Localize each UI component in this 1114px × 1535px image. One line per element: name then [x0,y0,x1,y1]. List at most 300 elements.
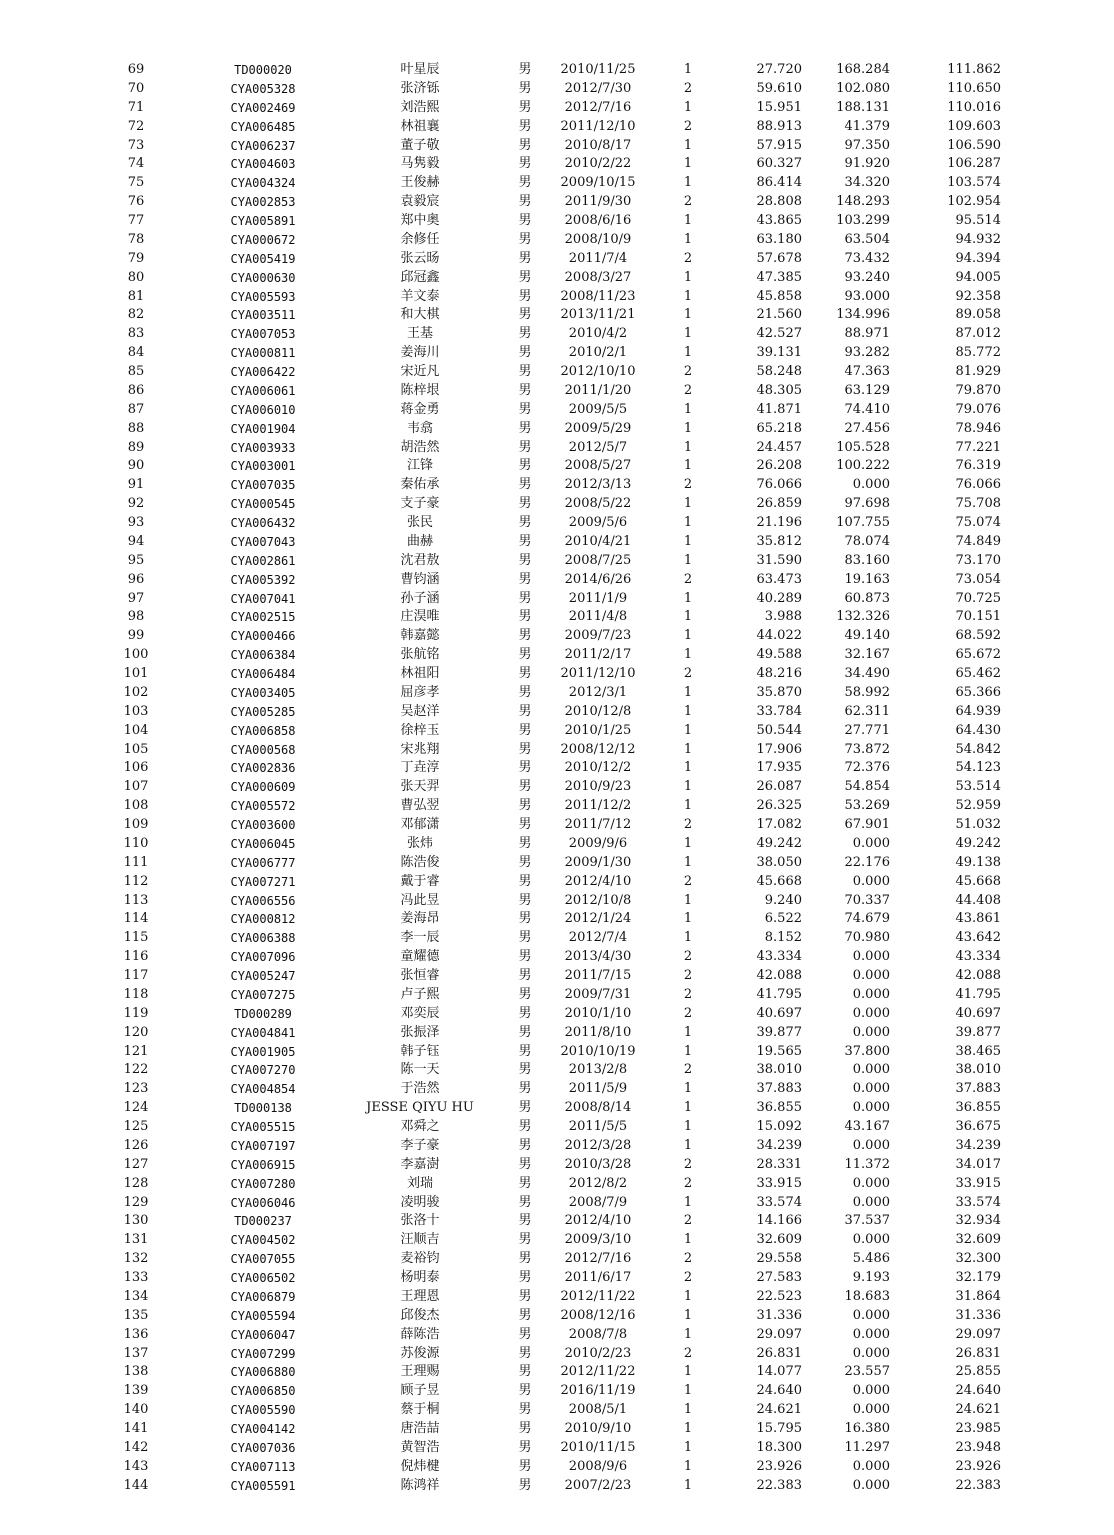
member-id-cell: CYA006045 [230,836,296,851]
rank-cell: 112 [123,873,149,889]
birth-date-cell: 2011/4/8 [568,609,628,625]
gender-cell: 男 [518,666,532,681]
total-score-cell: 32.300 [955,1251,1001,1267]
total-score-cell: 110.650 [947,80,1001,96]
total-score-cell: 40.697 [955,1005,1001,1021]
rank-cell: 91 [127,477,145,493]
rank-cell: 82 [127,307,145,323]
member-id-cell: CYA005419 [230,251,296,266]
total-score-cell: 70.151 [955,609,1001,625]
score-1-cell: 31.336 [756,1307,802,1323]
score-1-cell: 40.697 [756,1005,802,1021]
birth-date-cell: 2012/11/22 [560,1364,636,1380]
member-id-cell: CYA007053 [230,327,296,342]
group-cell: 1 [683,213,693,228]
name-cell: 姜海昂 [400,911,440,927]
name-cell: 张炜 [406,835,433,851]
rank-cell: 85 [127,364,145,379]
birth-date-cell: 2012/3/13 [564,477,632,493]
member-id-cell: CYA006484 [230,667,296,681]
rank-cell: 98 [127,609,145,625]
rank-cell: 143 [123,1458,149,1474]
member-id-cell: CYA006422 [230,365,296,379]
group-cell: 1 [683,1119,693,1134]
score-2-cell: 74.679 [844,911,890,927]
birth-date-cell: 2008/10/9 [564,231,632,247]
name-cell: 董子敬 [400,137,440,153]
total-score-cell: 106.590 [947,137,1001,153]
birth-date-cell: 2013/11/21 [560,307,636,323]
table-row [0,571,1114,590]
table-row [0,910,1114,929]
group-cell: 1 [683,533,693,549]
table-row [0,816,1114,835]
birth-date-cell: 2009/7/31 [564,986,632,1002]
total-score-cell: 38.010 [955,1062,1001,1078]
score-1-cell: 39.131 [756,345,802,361]
birth-date-cell: 2011/12/10 [560,666,636,681]
score-2-cell: 132.326 [836,609,890,625]
rank-cell: 84 [127,345,145,361]
score-1-cell: 15.092 [756,1119,802,1134]
table-row [0,1024,1114,1043]
name-cell: 韩嘉懿 [400,628,440,644]
rank-cell: 123 [123,1081,149,1097]
rank-cell: 116 [123,949,149,965]
total-score-cell: 49.242 [955,835,1001,851]
score-1-cell: 35.870 [756,684,802,700]
score-2-cell: 0.000 [852,1062,890,1078]
table-row [0,325,1114,344]
table-row [0,627,1114,646]
table-row [0,193,1114,212]
total-score-cell: 64.430 [955,722,1001,738]
score-1-cell: 59.610 [756,80,802,96]
gender-cell: 男 [518,873,532,889]
score-2-cell: 0.000 [852,1100,890,1116]
group-cell: 1 [683,1137,693,1153]
score-2-cell: 63.129 [844,382,890,398]
rank-cell: 77 [127,213,145,228]
score-1-cell: 26.087 [756,779,802,795]
rank-cell: 118 [123,986,149,1002]
gender-cell: 男 [518,1005,532,1021]
birth-date-cell: 2012/11/22 [560,1288,636,1304]
rank-cell: 113 [123,892,149,908]
score-2-cell: 0.000 [852,1024,890,1040]
group-cell: 1 [683,835,693,851]
score-2-cell: 0.000 [852,873,890,889]
score-2-cell: 78.074 [844,533,890,549]
name-cell: 顾子昱 [400,1383,440,1399]
group-cell: 2 [683,666,693,681]
member-id-cell: CYA006915 [230,1157,296,1172]
table-row [0,495,1114,514]
table-row [0,212,1114,231]
member-id-cell: CYA006010 [230,402,296,417]
member-id-cell: CYA006047 [230,1327,296,1342]
group-cell: 1 [683,798,693,814]
score-1-cell: 26.831 [756,1345,802,1361]
group-cell: 1 [683,741,693,757]
rank-cell: 90 [127,458,145,474]
name-cell: 曲赫 [406,533,433,549]
gender-cell: 男 [518,1439,532,1455]
total-score-cell: 102.954 [947,194,1001,210]
rank-cell: 111 [123,854,149,870]
group-cell: 2 [683,1156,693,1172]
member-id-cell: CYA007113 [230,1459,296,1474]
table-row [0,420,1114,439]
score-1-cell: 18.300 [756,1439,802,1455]
member-id-cell: CYA006556 [230,893,296,908]
gender-cell: 男 [518,949,532,965]
member-id-cell: CYA006777 [230,855,296,870]
total-score-cell: 109.603 [947,118,1001,134]
name-cell: 孙子涵 [400,590,440,606]
group-cell: 1 [683,420,693,436]
total-score-cell: 79.870 [955,382,1001,398]
name-cell: 袁毅宸 [400,194,440,210]
table-row [0,533,1114,552]
table-row [0,1382,1114,1401]
birth-date-cell: 2011/1/20 [564,382,632,398]
birth-date-cell: 2009/3/10 [564,1232,632,1248]
member-id-cell: TD000289 [234,1006,292,1021]
table-row [0,1326,1114,1345]
member-id-cell: CYA005247 [230,969,296,983]
name-cell: 张济铄 [400,80,440,96]
group-cell: 1 [683,439,693,455]
score-2-cell: 91.920 [844,156,890,172]
birth-date-cell: 2010/2/22 [564,156,632,172]
birth-date-cell: 2012/4/10 [564,1213,632,1229]
birth-date-cell: 2010/8/17 [564,137,632,153]
group-cell: 2 [683,986,693,1002]
name-cell: 凌明骏 [400,1194,440,1210]
score-2-cell: 70.337 [844,892,890,908]
group-cell: 1 [683,892,693,908]
gender-cell: 男 [518,1081,532,1097]
group-cell: 2 [683,194,693,210]
rank-cell: 97 [127,590,145,606]
score-1-cell: 45.668 [756,873,802,889]
group-cell: 1 [683,515,693,530]
gender-cell: 男 [518,99,532,115]
gender-cell: 男 [518,401,532,417]
total-score-cell: 76.066 [955,477,1001,493]
score-1-cell: 33.784 [756,703,802,719]
total-score-cell: 89.058 [955,307,1001,323]
member-id-cell: CYA003600 [230,818,296,832]
total-score-cell: 43.861 [955,911,1001,927]
score-1-cell: 63.180 [756,231,802,247]
gender-cell: 男 [518,80,532,96]
table-row [0,1439,1114,1458]
score-2-cell: 67.901 [844,817,890,832]
birth-date-cell: 2010/2/1 [568,345,628,361]
name-cell: 陈浩俊 [400,854,440,870]
rank-cell: 86 [127,382,145,398]
score-1-cell: 27.583 [756,1270,802,1285]
group-cell: 2 [683,382,693,398]
birth-date-cell: 2011/6/17 [564,1270,632,1285]
birth-date-cell: 2012/5/7 [568,439,628,455]
table-row [0,1156,1114,1175]
member-id-cell: CYA007299 [230,1346,296,1361]
score-2-cell: 0.000 [852,986,890,1002]
score-1-cell: 28.331 [756,1156,802,1172]
group-cell: 1 [683,760,693,776]
group-cell: 1 [683,1307,693,1323]
name-cell: 宋兆翔 [400,741,440,757]
member-id-cell: CYA005891 [230,214,296,228]
total-score-cell: 51.032 [955,817,1001,832]
score-1-cell: 42.527 [756,326,802,342]
score-1-cell: 21.196 [756,515,802,530]
score-1-cell: 48.305 [756,382,802,398]
member-id-cell: CYA005392 [230,572,296,587]
total-score-cell: 85.772 [955,345,1001,361]
birth-date-cell: 2016/11/19 [560,1383,636,1399]
group-cell: 1 [683,326,693,342]
member-id-cell: CYA002515 [230,610,296,625]
gender-cell: 男 [518,1270,532,1285]
table-row [0,99,1114,118]
total-score-cell: 103.574 [947,175,1001,191]
gender-cell: 男 [518,590,532,606]
birth-date-cell: 2009/5/5 [568,401,628,417]
score-2-cell: 105.528 [836,439,890,455]
name-cell: 张民 [406,515,433,530]
table-row [0,1420,1114,1439]
gender-cell: 男 [518,1232,532,1248]
score-2-cell: 0.000 [852,1383,890,1399]
name-cell: 姜海川 [400,345,440,361]
total-score-cell: 68.592 [955,628,1001,644]
table-row [0,1194,1114,1213]
table-row [0,363,1114,382]
group-cell: 1 [683,401,693,417]
group-cell: 1 [683,1288,693,1304]
total-score-cell: 81.929 [955,364,1001,379]
gender-cell: 男 [518,515,532,530]
rank-cell: 124 [123,1100,149,1116]
total-score-cell: 92.358 [955,288,1001,304]
birth-date-cell: 2008/12/16 [560,1307,636,1323]
group-cell: 1 [683,552,693,568]
birth-date-cell: 2013/4/30 [564,949,632,965]
gender-cell: 男 [518,1307,532,1323]
total-score-cell: 23.948 [955,1439,1001,1455]
member-id-cell: CYA007096 [230,950,296,965]
table-row [0,778,1114,797]
rank-cell: 142 [123,1439,149,1455]
rank-cell: 144 [123,1477,149,1493]
table-row [0,835,1114,854]
gender-cell: 男 [518,137,532,153]
score-1-cell: 22.383 [756,1477,802,1493]
name-cell: 林祖阳 [400,666,440,681]
score-2-cell: 73.432 [844,250,890,266]
group-cell: 1 [683,1402,693,1418]
score-2-cell: 49.140 [844,628,890,644]
name-cell: 王基 [406,326,433,342]
group-cell: 1 [683,1364,693,1380]
table-row [0,401,1114,420]
table-row [0,231,1114,250]
gender-cell: 男 [518,1477,532,1493]
score-2-cell: 60.873 [844,590,890,606]
table-row [0,1458,1114,1477]
total-score-cell: 76.319 [955,458,1001,474]
rank-cell: 128 [123,1175,149,1191]
score-1-cell: 63.473 [756,571,802,587]
name-cell: 张振泽 [400,1024,440,1040]
score-1-cell: 43.334 [756,949,802,965]
rank-cell: 102 [123,684,149,700]
gender-cell: 男 [518,1100,532,1116]
name-cell: 丁垚淳 [400,760,440,776]
rank-cell: 107 [123,779,149,795]
member-id-cell: CYA000545 [230,497,296,512]
score-2-cell: 19.163 [844,571,890,587]
score-1-cell: 24.457 [756,439,802,455]
member-id-cell: CYA005572 [230,799,296,814]
birth-date-cell: 2014/6/26 [564,571,632,587]
name-cell: 苏俊源 [400,1345,440,1361]
gender-cell: 男 [518,1402,532,1418]
member-id-cell: CYA007035 [230,478,296,493]
gender-cell: 男 [518,533,532,549]
score-1-cell: 38.050 [756,854,802,870]
total-score-cell: 79.076 [955,401,1001,417]
score-1-cell: 6.522 [764,911,802,927]
score-2-cell: 16.380 [844,1421,890,1436]
gender-cell: 男 [518,911,532,927]
score-1-cell: 19.565 [756,1043,802,1059]
table-row [0,306,1114,325]
table-row [0,1250,1114,1269]
total-score-cell: 33.574 [955,1194,1001,1210]
total-score-cell: 36.855 [955,1100,1001,1116]
score-2-cell: 27.771 [844,722,890,738]
score-1-cell: 28.808 [756,194,802,210]
gender-cell: 男 [518,1156,532,1172]
total-score-cell: 94.394 [955,250,1001,266]
score-1-cell: 26.859 [756,496,802,512]
rank-cell: 127 [123,1156,149,1172]
rank-cell: 92 [127,496,145,512]
group-cell: 2 [683,1062,693,1078]
table-row [0,986,1114,1005]
name-cell: 张航铭 [400,647,440,663]
total-score-cell: 65.366 [955,684,1001,700]
member-id-cell: CYA005591 [230,1478,296,1493]
gender-cell: 男 [518,1288,532,1304]
total-score-cell: 74.849 [955,533,1001,549]
rank-cell: 133 [123,1270,149,1285]
name-cell: 刘浩熙 [400,99,440,115]
table-row [0,1307,1114,1326]
group-cell: 1 [683,1326,693,1342]
name-cell: 秦佑承 [400,477,440,493]
total-score-cell: 37.883 [955,1081,1001,1097]
member-id-cell: CYA006858 [230,723,296,738]
group-cell: 1 [683,647,693,663]
total-score-cell: 31.864 [955,1288,1001,1304]
gender-cell: 男 [518,609,532,625]
score-2-cell: 0.000 [852,1175,890,1191]
member-id-cell: CYA002853 [230,195,296,210]
table-row [0,514,1114,533]
table-row [0,1043,1114,1062]
member-id-cell: CYA006850 [230,1384,296,1399]
gender-cell: 男 [518,968,532,983]
table-row [0,61,1114,80]
gender-cell: 男 [518,62,532,77]
score-2-cell: 73.872 [844,741,890,757]
gender-cell: 男 [518,1043,532,1059]
score-1-cell: 88.913 [756,118,802,134]
score-2-cell: 134.996 [836,307,890,323]
total-score-cell: 22.383 [955,1477,1001,1493]
group-cell: 1 [683,703,693,719]
group-cell: 1 [683,930,693,946]
total-score-cell: 41.795 [955,986,1001,1002]
table-row [0,1099,1114,1118]
score-1-cell: 15.795 [756,1421,802,1436]
name-cell: 徐梓玉 [400,722,440,738]
score-1-cell: 43.865 [756,213,802,228]
table-row [0,967,1114,986]
total-score-cell: 36.675 [955,1119,1001,1134]
score-2-cell: 100.222 [836,458,890,474]
group-cell: 2 [683,968,693,983]
table-row [0,269,1114,288]
birth-date-cell: 2008/5/22 [564,496,632,512]
member-id-cell: CYA006432 [230,516,296,530]
name-cell: 王俊赫 [400,175,440,191]
birth-date-cell: 2012/7/16 [564,1251,632,1267]
rank-cell: 74 [127,156,145,172]
birth-date-cell: 2010/4/2 [568,326,628,342]
rank-cell: 136 [123,1326,149,1342]
member-id-cell: CYA006061 [230,383,296,398]
group-cell: 1 [683,175,693,191]
name-cell: 韦翕 [406,420,433,436]
rank-cell: 139 [123,1383,149,1399]
total-score-cell: 73.170 [955,552,1001,568]
score-2-cell: 72.376 [844,760,890,776]
birth-date-cell: 2008/12/12 [560,741,636,757]
member-id-cell: TD000138 [234,1101,292,1116]
name-cell: 江锋 [406,458,433,474]
table-row [0,665,1114,684]
birth-date-cell: 2009/9/6 [568,835,628,851]
birth-date-cell: 2008/5/27 [564,458,632,474]
score-2-cell: 18.683 [844,1288,890,1304]
member-id-cell: CYA005285 [230,704,296,719]
member-id-cell: CYA006485 [230,119,296,134]
gender-cell: 男 [518,798,532,814]
name-cell: 胡浩然 [400,439,440,455]
name-cell: 郑中奥 [400,213,440,228]
total-score-cell: 29.097 [955,1326,1001,1342]
group-cell: 1 [683,722,693,738]
total-score-cell: 25.855 [955,1364,1001,1380]
member-id-cell: CYA005515 [230,1120,296,1134]
